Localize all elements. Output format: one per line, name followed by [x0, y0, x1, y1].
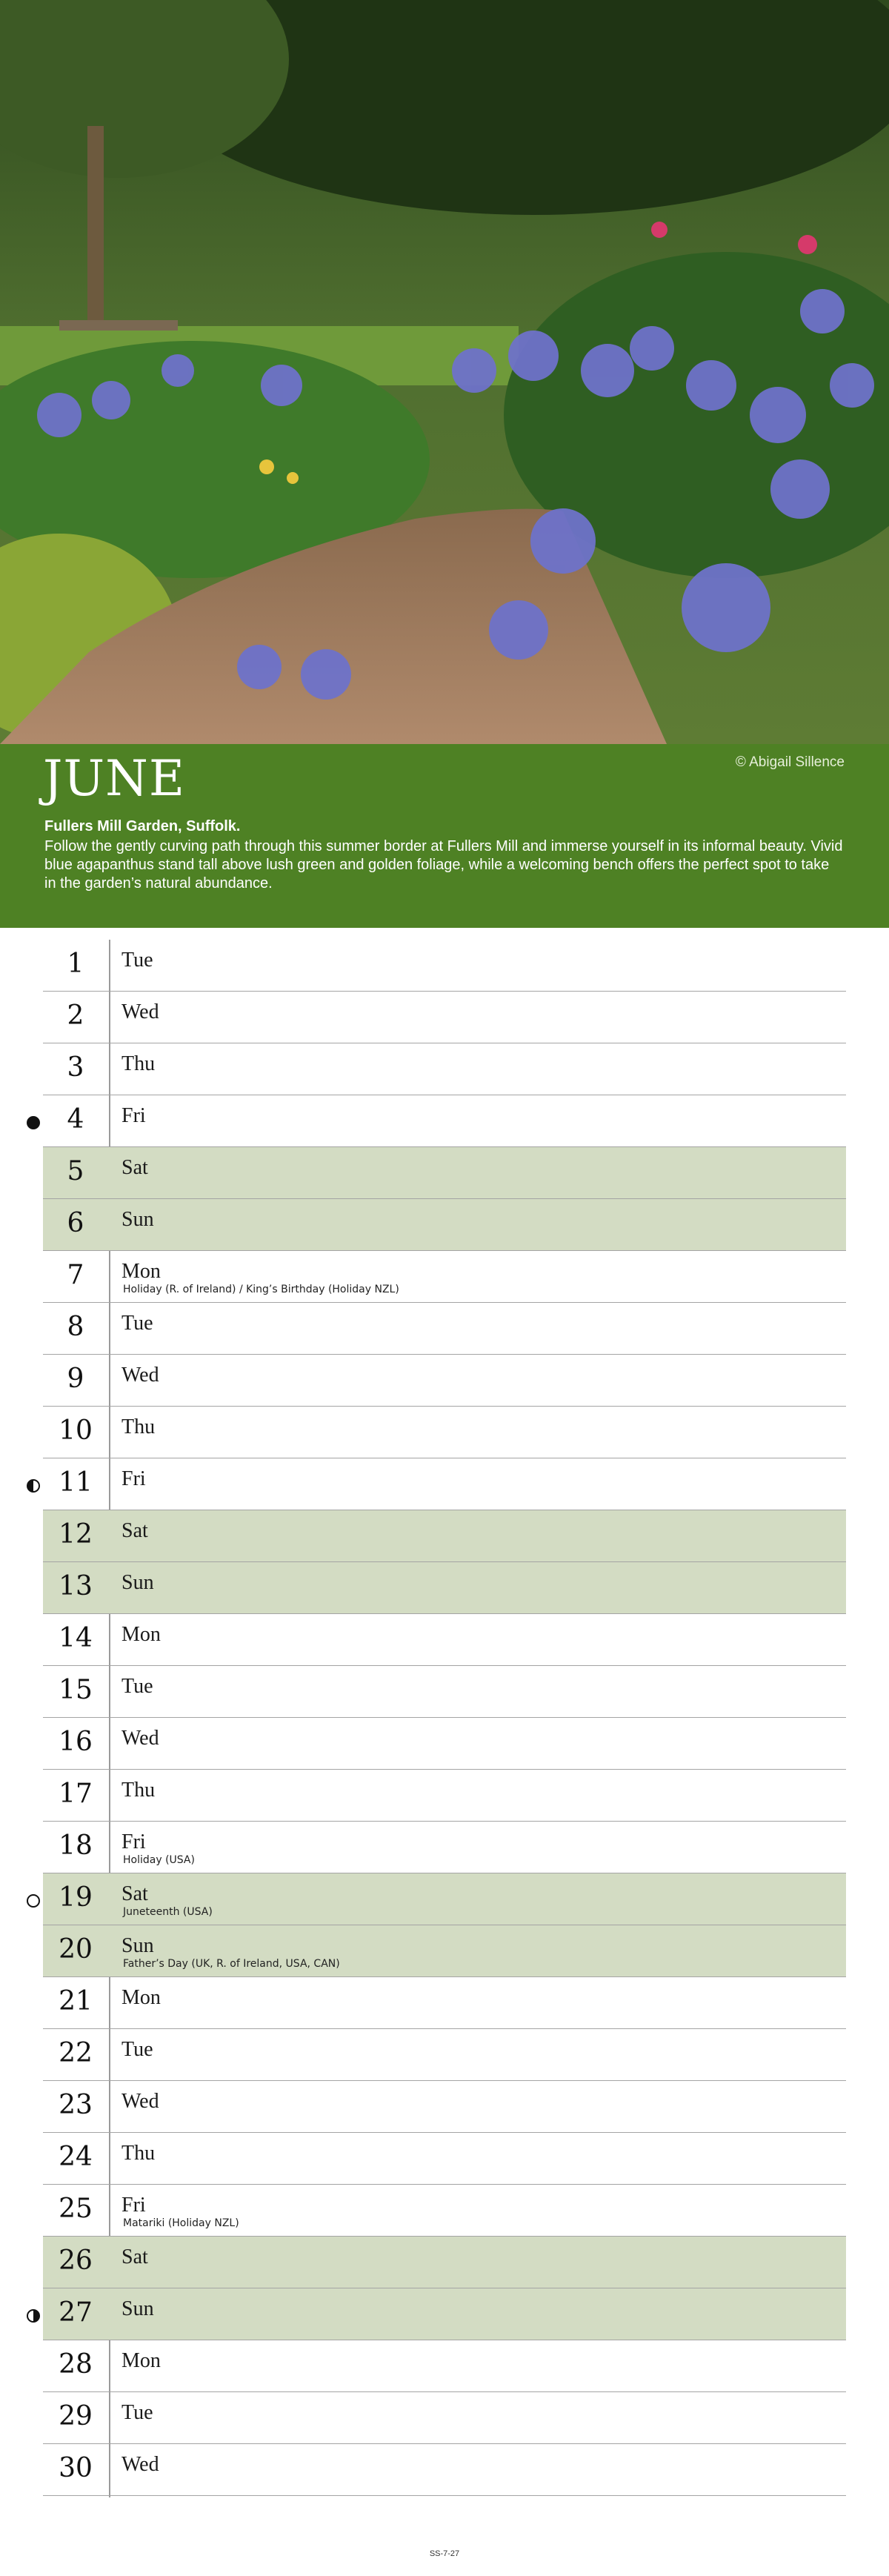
day-of-week: Mon [121, 2349, 161, 2372]
day-number: 28 [59, 2349, 93, 2380]
day-row [43, 2081, 846, 2133]
day-row [43, 992, 846, 1043]
day-row [43, 1718, 846, 1770]
day-row [43, 1303, 846, 1355]
day-number: 12 [59, 1519, 93, 1550]
day-row [43, 1666, 846, 1718]
day-row [43, 1355, 846, 1407]
day-of-week: Sun [121, 1934, 154, 1957]
day-of-week: Tue [121, 949, 153, 972]
product-code: SS-7-27 [429, 2549, 460, 2558]
day-row [43, 940, 846, 992]
holiday-note: Holiday (USA) [123, 1854, 195, 1866]
day-of-week: Tue [121, 2038, 153, 2061]
day-number: 8 [67, 1312, 84, 1342]
day-number: 1 [67, 949, 84, 979]
day-number: 18 [59, 1830, 93, 1861]
day-row [43, 1095, 846, 1147]
day-row [43, 2133, 846, 2185]
day-number: 5 [67, 1156, 84, 1186]
day-of-week: Wed [121, 1727, 159, 1750]
day-of-week: Fri [121, 1830, 146, 1853]
day-row [43, 1458, 846, 1510]
day-of-week: Mon [121, 1623, 161, 1646]
day-row [43, 1407, 846, 1458]
day-row [43, 1199, 846, 1251]
day-number: 23 [59, 2090, 93, 2120]
day-row [43, 2185, 846, 2237]
day-of-week: Sun [121, 2297, 154, 2320]
day-row [43, 2392, 846, 2444]
day-of-week: Wed [121, 2453, 159, 2476]
day-number: 7 [67, 1260, 84, 1290]
moon-phase-new-icon [27, 1116, 40, 1129]
day-of-week: Fri [121, 1104, 146, 1127]
holiday-note: Matariki (Holiday NZL) [123, 2217, 239, 2229]
day-row [43, 1510, 846, 1562]
month-title: JUNE [43, 750, 186, 807]
day-number: 3 [67, 1052, 84, 1083]
day-row [43, 1977, 846, 2029]
day-number: 10 [59, 1415, 93, 1446]
day-number: 17 [59, 1779, 93, 1809]
day-number: 14 [59, 1623, 93, 1653]
day-row [43, 1147, 846, 1199]
day-of-week: Wed [121, 1000, 159, 1023]
day-row [43, 1770, 846, 1822]
day-of-week: Sun [121, 1208, 154, 1231]
garden-photo-icon [0, 0, 889, 744]
day-row [43, 2237, 846, 2288]
day-of-week: Thu [121, 1779, 156, 1802]
day-of-week: Mon [121, 1260, 161, 1283]
day-number: 27 [59, 2297, 93, 2328]
caption-body: Follow the gently curving path through this summer border at Fullers Mill and immerse yourself in its informal beauty. Vivid blue agapanthus stand tall above lush green and golden foliage, while a welcoming bench offers the perfect spot to take in the garden’s natural abundance. [44, 838, 843, 892]
day-of-week: Sat [121, 1156, 148, 1179]
day-of-week: Thu [121, 1415, 156, 1438]
day-row [43, 2029, 846, 2081]
day-number: 11 [59, 1467, 93, 1498]
day-row [43, 1251, 846, 1303]
day-row [43, 1614, 846, 1666]
day-of-week: Tue [121, 1675, 153, 1698]
day-row [43, 1873, 846, 1925]
day-of-week: Tue [121, 2401, 153, 2424]
day-number: 4 [67, 1104, 84, 1135]
day-row [43, 1562, 846, 1614]
day-of-week: Tue [121, 1312, 153, 1335]
day-of-week: Mon [121, 1986, 161, 2009]
day-row [43, 1822, 846, 1873]
day-of-week: Wed [121, 1364, 159, 1387]
day-number: 15 [59, 1675, 93, 1705]
day-row [43, 2288, 846, 2340]
holiday-note: Holiday (R. of Ireland) / King’s Birthday (Holiday NZL) [123, 1284, 399, 1295]
day-number: 29 [59, 2401, 93, 2431]
day-row [43, 2444, 846, 2496]
day-of-week: Thu [121, 1052, 156, 1075]
moon-phase-last-icon [27, 2309, 40, 2323]
holiday-note: Juneteenth (USA) [123, 1906, 213, 1918]
day-number: 20 [59, 1934, 93, 1965]
day-number: 9 [67, 1364, 84, 1394]
month-header [0, 744, 889, 928]
holiday-note: Father’s Day (UK, R. of Ireland, USA, CAN) [123, 1958, 340, 1970]
moon-phase-first-icon [27, 1479, 40, 1493]
day-number: 13 [59, 1571, 93, 1601]
day-number: 24 [59, 2142, 93, 2172]
day-of-week: Sat [121, 1519, 148, 1542]
day-of-week: Sun [121, 1571, 154, 1594]
day-of-week: Fri [121, 2194, 146, 2217]
day-of-week: Thu [121, 2142, 156, 2165]
day-of-week: Sat [121, 1882, 148, 1905]
day-number: 6 [67, 1208, 84, 1238]
moon-phase-full-icon [27, 1894, 40, 1908]
day-number: 26 [59, 2245, 93, 2276]
day-of-week: Sat [121, 2245, 148, 2268]
day-row [43, 1925, 846, 1977]
day-row [43, 1043, 846, 1095]
day-number: 30 [59, 2453, 93, 2483]
day-number: 22 [59, 2038, 93, 2068]
day-of-week: Wed [121, 2090, 159, 2113]
day-row [43, 2340, 846, 2392]
day-of-week: Fri [121, 1467, 146, 1490]
caption-title: Fullers Mill Garden, Suffolk. [44, 818, 241, 834]
day-number: 25 [59, 2194, 93, 2224]
garden-photo [0, 0, 889, 744]
day-number: 2 [67, 1000, 84, 1031]
day-number: 16 [59, 1727, 93, 1757]
day-number: 19 [59, 1882, 93, 1913]
day-number: 21 [59, 1986, 93, 2016]
photo-credit: © Abigail Sillence [735, 754, 845, 770]
